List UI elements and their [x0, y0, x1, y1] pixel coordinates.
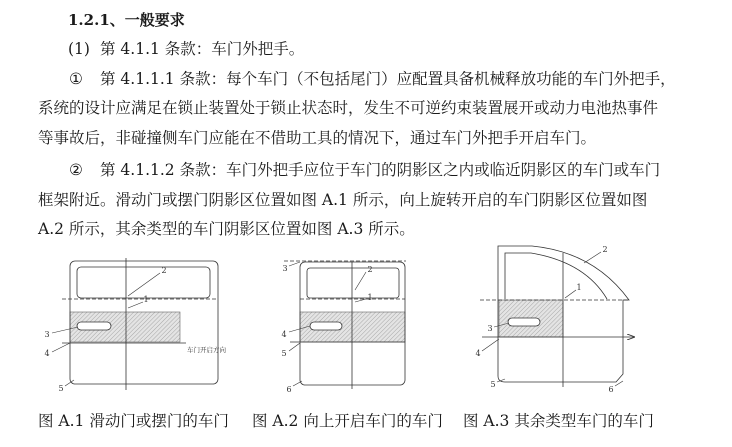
callout-leader	[482, 339, 499, 351]
clause-marker: ②	[69, 161, 83, 179]
figure-a3-diagram	[480, 246, 634, 387]
callout-label-2: 2	[602, 245, 608, 254]
clause-marker: ①	[69, 70, 83, 88]
callout-leader	[355, 299, 366, 302]
window-outline	[77, 267, 210, 298]
callout-label-6: 6	[608, 385, 614, 394]
callout-label-5: 5	[490, 380, 496, 389]
paragraph-line: A.2 所示，其余类型的车门阴影区位置如图 A.3 所示。	[38, 220, 415, 238]
figure-a2-caption: 图 A.2 向上开启车门的车门	[252, 412, 443, 430]
door-handle	[508, 318, 540, 326]
callout-label-4: 4	[475, 349, 481, 358]
callout-label-4: 4	[281, 330, 287, 339]
callout-label-2: 2	[367, 265, 373, 274]
callout-label-1: 1	[143, 295, 149, 304]
callout-leader	[355, 272, 366, 290]
callout-label-2: 2	[161, 266, 167, 275]
paragraph-line: 系统的设计应满足在锁止装置处于锁止状态时，发生不可逆约束装置展开或动力电池热事件	[38, 99, 659, 117]
callout-leader	[128, 273, 160, 296]
callout-leader	[128, 302, 143, 308]
callout-label-3: 3	[282, 264, 288, 273]
door-handle	[310, 322, 342, 330]
paragraph-line: 等事故后，非碰撞侧车门应能在不借助工具的情况下，通过车门外把手开启车门。	[38, 129, 597, 147]
callout-leader	[565, 290, 576, 298]
clause-text: 第 4.1.1 条款：车门外把手。	[100, 40, 305, 58]
callout-label-1: 1	[576, 283, 582, 292]
figure-a2-diagram	[284, 261, 406, 389]
door-handle	[77, 322, 111, 330]
opening-direction-label: 车门开启方向	[187, 346, 226, 354]
clause-marker: (1)	[68, 40, 90, 58]
callout-leader	[293, 381, 302, 386]
figure-a3-caption: 图 A.3 其余类型车门的车门	[463, 412, 654, 430]
figure-a1-diagram	[52, 258, 218, 390]
callout-label-5: 5	[281, 349, 287, 358]
callout-leader	[52, 343, 70, 352]
paragraph-line: 第 4.1.1.2 条款：车门外把手应位于车门的阴影区之内或临近阴影区的车门或车门	[100, 161, 661, 179]
paragraph-line: 第 4.1.1.1 条款：每个车门（不包括尾门）应配置具备机械释放功能的车门外把手，	[100, 70, 676, 88]
window-outline	[307, 268, 399, 298]
section-heading: 1.2.1、一般要求	[68, 11, 185, 29]
paragraph-line: 框架附近。滑动门或摆门阴影区位置如图 A.1 所示，向上旋转开启的车门阴影区位置如图	[38, 191, 648, 209]
window-outline	[505, 253, 607, 299]
callout-label-5: 5	[58, 384, 64, 393]
callout-label-3: 3	[44, 330, 50, 339]
callout-leader	[289, 262, 300, 266]
callout-label-6: 6	[286, 385, 292, 394]
figure-a1-caption: 图 A.1 滑动门或摆门的车门	[38, 412, 229, 430]
callout-leader	[289, 343, 300, 351]
callout-label-1: 1	[367, 293, 373, 302]
callout-label-3: 3	[487, 324, 493, 333]
callout-leader	[584, 252, 601, 263]
callout-label-4: 4	[44, 349, 50, 358]
